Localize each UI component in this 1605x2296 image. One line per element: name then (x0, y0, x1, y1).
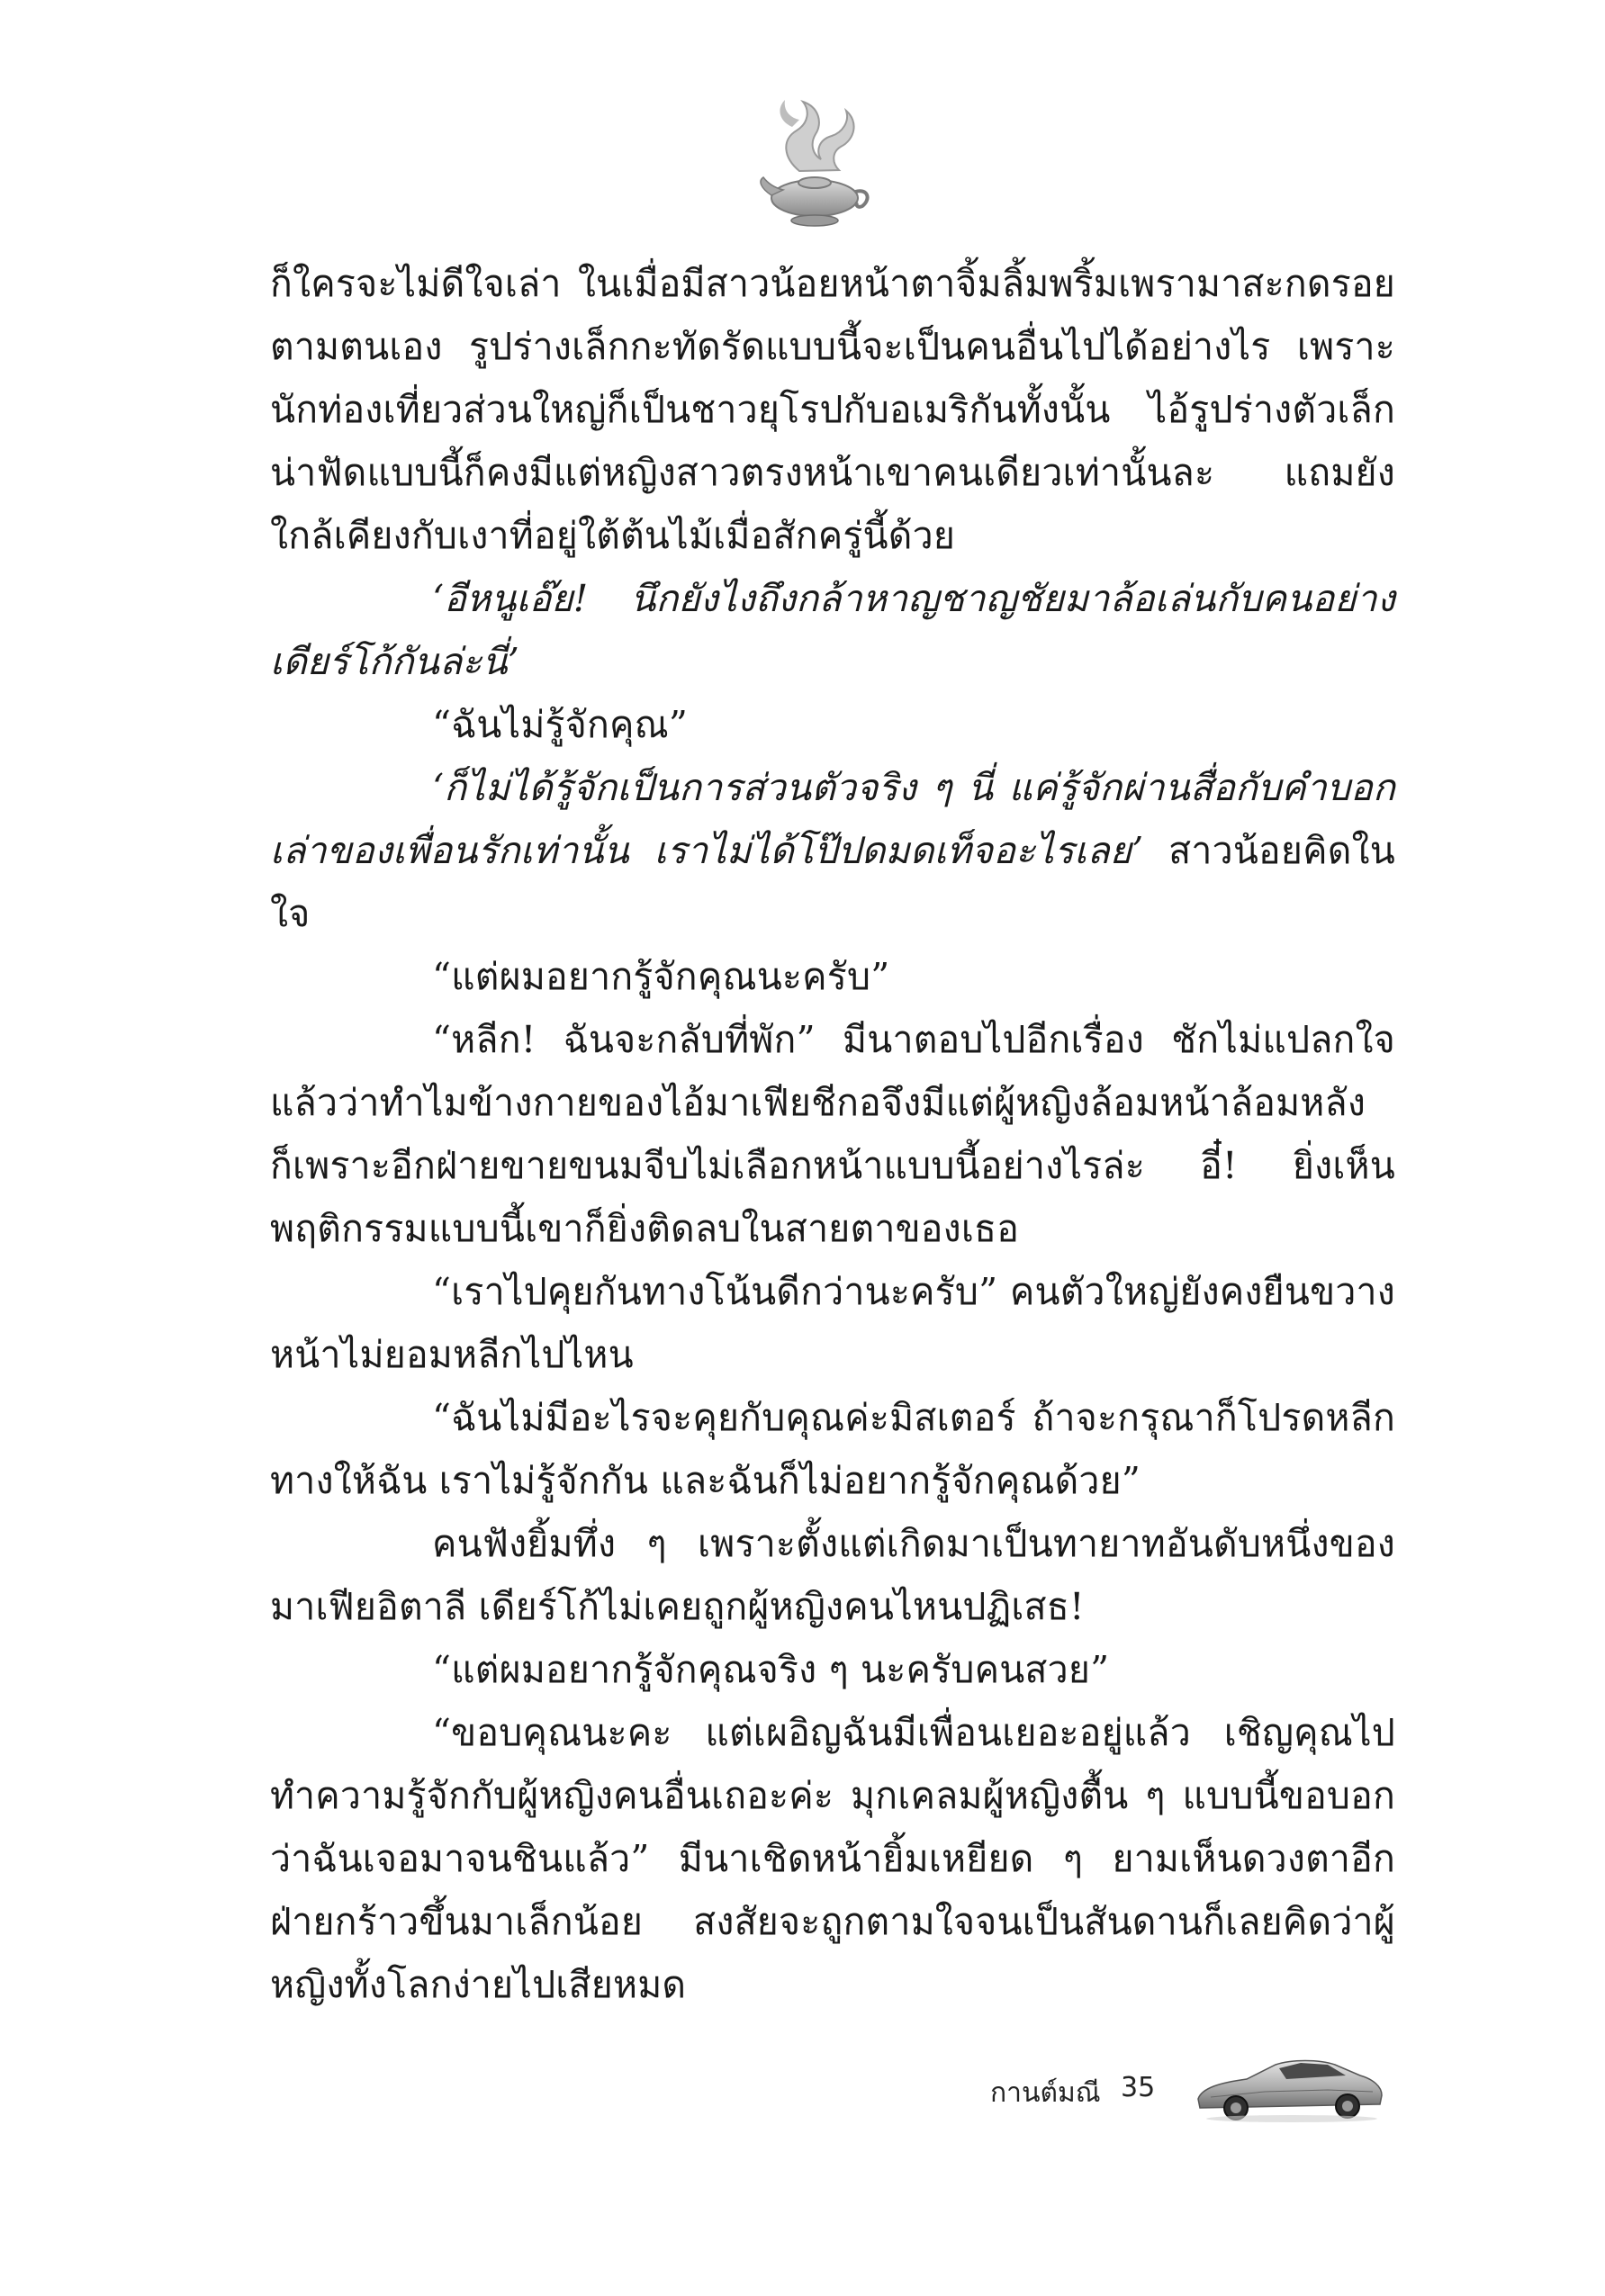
paragraph: คนฟังยิ้มทึ่ง ๆ เพราะตั้งแต่เกิดมาเป็นทายาทอันดับหนึ่งของมาเฟียอิตาลี เดียร์โก้ไม่เคยถูกผู้หญิงคนไหนปฏิเสธ! (270, 1522, 1395, 1628)
narration-text: สาวน้อยคิดในใจ (270, 829, 1395, 935)
chapter-body (270, 252, 1395, 2016)
paragraph-dialogue: “แต่ผมอยากรู้จักคุณนะครับ” (432, 955, 890, 998)
paragraph-dialogue: “ขอบคุณนะคะ แต่เผอิญฉันมีเพื่อนเยอะอยู่แล้ว เชิญคุณไปทำความรู้จักกับผู้หญิงคนอื่นเถอะค่ะ มุกเคลมผู้หญิงตื้น ๆ แบบนี้ขอบอกว่าฉันเจอมาจนชินแล้ว” มีนาเชิดหน้ายิ้มเหยียด ๆ ยามเห็นดวงตาอีกฝ่ายกร้าวขึ้นมาเล็กน้อย สงสัยจะถูกตามใจจนเป็นสันดานก็เลยคิดว่าผู้หญิงทั้งโลกง่ายไปเสียหมด (270, 1711, 1395, 2006)
paragraph-dialogue: “เราไปคุยกันทางโน้นดีกว่านะครับ” คนตัวใหญ่ยังคงยืนขวางหน้าไม่ยอมหลีกไปไหน (270, 1270, 1395, 1376)
sports-car-icon (1193, 2052, 1386, 2124)
paragraph-dialogue: “ฉันไม่รู้จักคุณ” (432, 703, 689, 746)
magic-lamp-icon (756, 95, 873, 230)
inner-thought-text: ‘ก็ไม่ได้รู้จักเป็นการส่วนตัวจริง ๆ นี่ แค่รู้จักผ่านสื่อกับคำบอกเล่าของเพื่อนรักเท่านั้น เราไม่ได้โป๊ปดมดเท็จอะไรเลย’ (270, 766, 1395, 872)
author-name: กานต์มณี (990, 2077, 1101, 2109)
paragraph-dialogue: “ฉันไม่มีอะไรจะคุยกับคุณค่ะมิสเตอร์ ถ้าจะกรุณาก็โปรดหลีกทางให้ฉัน เราไม่รู้จักกัน และฉันก็ไม่อยากรู้จักคุณด้วย” (270, 1396, 1395, 1502)
page-number: 35 (1121, 2072, 1156, 2103)
page-footer (936, 2052, 1386, 2133)
paragraph-dialogue: “หลีก! ฉันจะกลับที่พัก” มีนาตอบไปอีกเรื่อง ชักไม่แปลกใจแล้วว่าทำไมข้างกายของไอ้มาเฟียชีกอจึงมีแต่ผู้หญิงล้อมหน้าล้อมหลัง ก็เพราะอีกฝ่ายขายขนมจีบไม่เลือกหน้าแบบนี้อย่างไรล่ะ อี๋! ยิ่งเห็นพฤติกรรมแบบนี้เขาก็ยิ่งติดลบในสายตาของเธอ (270, 1018, 1395, 1250)
paragraph: ก็ใครจะไม่ดีใจเล่า ในเมื่อมีสาวน้อยหน้าตาจิ้มลิ้มพริ้มเพรามาสะกดรอยตามตนเอง รูปร่างเล็กกะทัดรัดแบบนี้จะเป็นคนอื่นไปได้อย่างไร เพราะนักท่องเที่ยวส่วนใหญ่ก็เป็นชาวยุโรปกับอเมริกันทั้งนั้น ไอ้รูปร่างตัวเล็กน่าฟัดแบบนี้ก็คงมีแต่หญิงสาวตรงหน้าเขาคนเดียวเท่านั้นละ แถมยังใกล้เคียงกับเงาที่อยู่ใต้ต้นไม้เมื่อสักครู่นี้ด้วย (270, 262, 1395, 557)
paragraph-mixed (270, 756, 1395, 945)
paragraph-inner-thought: ‘อีหนูเอ๊ย! นึกยังไงถึงกล้าหาญชาญชัยมาล้อเล่นกับคนอย่างเดียร์โก้กันล่ะนี่’ (270, 577, 1395, 683)
paragraph-dialogue: “แต่ผมอยากรู้จักคุณจริง ๆ นะครับคนสวย” (432, 1648, 1110, 1691)
